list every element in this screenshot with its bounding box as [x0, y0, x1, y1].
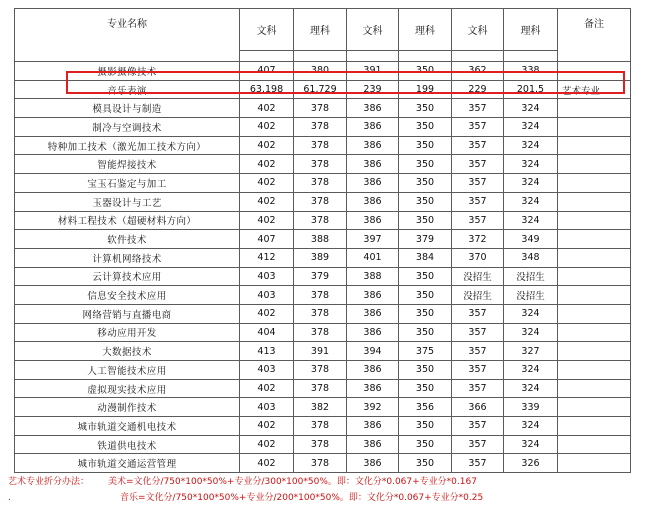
score-cell: 378: [294, 379, 347, 398]
score-cell: 384: [399, 248, 452, 267]
score-cell: 350: [399, 192, 452, 211]
note-cell: [558, 435, 631, 454]
score-cell: 350: [399, 211, 452, 230]
score-cell: 378: [294, 136, 347, 155]
major-name: 城市轨道交通机电技术: [15, 417, 240, 436]
score-cell: 386: [347, 304, 399, 323]
score-cell: 386: [347, 136, 399, 155]
footnote-line-1: [8, 474, 477, 487]
score-cell: 357: [452, 361, 504, 380]
score-cell: 404: [240, 323, 294, 342]
score-cell: 357: [452, 118, 504, 137]
score-cell: 350: [399, 417, 452, 436]
score-cell: 407: [240, 62, 294, 81]
note-cell: [558, 342, 631, 361]
table-row: [15, 211, 631, 230]
score-cell: 324: [504, 155, 558, 174]
score-cell: 339: [504, 398, 558, 417]
score-cell: 378: [294, 174, 347, 193]
major-name: 大数据技术: [15, 342, 240, 361]
table-row: [15, 136, 631, 155]
score-cell: 402: [240, 417, 294, 436]
score-cell: 327: [504, 342, 558, 361]
score-cell: 350: [399, 454, 452, 473]
table-row: [15, 361, 631, 380]
score-cell: 386: [347, 417, 399, 436]
table-row: [15, 267, 631, 286]
note-cell: [558, 155, 631, 174]
note-cell: [558, 62, 631, 81]
score-cell: 407: [240, 230, 294, 249]
score-cell: 379: [399, 230, 452, 249]
footnote-line-2: [8, 490, 483, 503]
table-row: [15, 80, 631, 99]
table-row: [15, 118, 631, 137]
major-name: 信息安全技术应用: [15, 286, 240, 305]
score-cell: 386: [347, 174, 399, 193]
score-cell: 386: [347, 323, 399, 342]
score-cell: 402: [240, 118, 294, 137]
major-name: 人工智能技术应用: [15, 361, 240, 380]
score-cell: 378: [294, 286, 347, 305]
score-cell: 324: [504, 323, 558, 342]
score-cell: 338: [504, 62, 558, 81]
table-row: [15, 248, 631, 267]
score-cell: 391: [294, 342, 347, 361]
note-cell: [558, 136, 631, 155]
note-cell: [558, 99, 631, 118]
header-spacer: [504, 51, 558, 62]
score-cell: 350: [399, 174, 452, 193]
score-cell: 386: [347, 435, 399, 454]
score-cell: 357: [452, 417, 504, 436]
score-cell: 378: [294, 417, 347, 436]
score-cell: 324: [504, 192, 558, 211]
score-cell: 357: [452, 136, 504, 155]
score-cell: 350: [399, 155, 452, 174]
score-cell: 350: [399, 118, 452, 137]
score-cell: 386: [347, 211, 399, 230]
score-cell: 402: [240, 435, 294, 454]
table-row: [15, 435, 631, 454]
header-spacer: [347, 51, 399, 62]
score-cell: 375: [399, 342, 452, 361]
note-cell: [558, 248, 631, 267]
score-cell: 357: [452, 342, 504, 361]
major-name: 城市轨道交通运营管理: [15, 454, 240, 473]
note-cell: [558, 211, 631, 230]
score-cell: 386: [347, 99, 399, 118]
score-cell: 402: [240, 211, 294, 230]
table-row: [15, 379, 631, 398]
score-cell: 324: [504, 99, 558, 118]
score-cell: 379: [294, 267, 347, 286]
score-cell: 397: [347, 230, 399, 249]
score-cell: 没招生: [452, 286, 504, 305]
footnote-formula-art: 美术=文化分/750*100*50%+专业分/300*100*50%。即：文化分*0.067+专业分*0.167: [108, 477, 477, 487]
score-cell: 350: [399, 379, 452, 398]
score-cell: 378: [294, 361, 347, 380]
score-cell: 389: [294, 248, 347, 267]
score-cell: 324: [504, 211, 558, 230]
header-spacer: [240, 51, 294, 62]
score-cell: 378: [294, 323, 347, 342]
col-header-6: 理科: [504, 9, 558, 51]
score-cell: 没招生: [504, 286, 558, 305]
note-cell: 艺术专业: [558, 80, 631, 99]
score-cell: 402: [240, 454, 294, 473]
major-name: 网络营销与直播电商: [15, 304, 240, 323]
score-cell: 403: [240, 267, 294, 286]
score-cell: 239: [347, 80, 399, 99]
table-row: [15, 454, 631, 473]
score-cell: 362: [452, 62, 504, 81]
major-name: 玉器设计与工艺: [15, 192, 240, 211]
table-row: [15, 99, 631, 118]
score-cell: 350: [399, 286, 452, 305]
score-cell: 350: [399, 304, 452, 323]
note-cell: [558, 417, 631, 436]
score-cell: 394: [347, 342, 399, 361]
score-cell: 324: [504, 361, 558, 380]
major-name: 宝玉石鉴定与加工: [15, 174, 240, 193]
note-cell: [558, 379, 631, 398]
score-cell: 326: [504, 454, 558, 473]
score-cell: 380: [294, 62, 347, 81]
score-cell: 没招生: [452, 267, 504, 286]
score-cell: 61.729: [294, 80, 347, 99]
table-row: [15, 174, 631, 193]
note-cell: [558, 267, 631, 286]
score-cell: 401: [347, 248, 399, 267]
score-cell: 没招生: [504, 267, 558, 286]
score-cell: 386: [347, 379, 399, 398]
score-cell: 357: [452, 192, 504, 211]
score-cell: 357: [452, 323, 504, 342]
table-row: [15, 62, 631, 81]
footnote-formula-music: 音乐=文化分/750*100*50%+专业分/200*100*50%。即：文化分*0.067+专业分*0.25: [120, 493, 484, 503]
score-cell: 402: [240, 155, 294, 174]
score-cell: 402: [240, 136, 294, 155]
score-cell: 372: [452, 230, 504, 249]
table-row: [15, 304, 631, 323]
score-cell: 357: [452, 174, 504, 193]
col-header-5: 文科: [452, 9, 504, 51]
score-cell: 357: [452, 99, 504, 118]
major-name: 动漫制作技术: [15, 398, 240, 417]
col-header-3: 文科: [347, 9, 399, 51]
score-cell: 350: [399, 435, 452, 454]
score-cell: 324: [504, 379, 558, 398]
table-body: [15, 62, 631, 473]
header-spacer: [399, 51, 452, 62]
score-cell: 392: [347, 398, 399, 417]
major-name: 制冷与空调技术: [15, 118, 240, 137]
score-cell: 201.5: [504, 80, 558, 99]
note-cell: [558, 454, 631, 473]
score-cell: 402: [240, 192, 294, 211]
score-cell: 378: [294, 192, 347, 211]
score-cell: 378: [294, 454, 347, 473]
score-cell: 357: [452, 304, 504, 323]
score-cell: 229: [452, 80, 504, 99]
footnote-dot: .: [8, 493, 11, 503]
score-cell: 402: [240, 174, 294, 193]
major-name: 计算机网络技术: [15, 248, 240, 267]
score-cell: 388: [347, 267, 399, 286]
score-cell: 357: [452, 155, 504, 174]
score-cell: 378: [294, 155, 347, 174]
score-cell: 350: [399, 267, 452, 286]
score-cell: 324: [504, 174, 558, 193]
note-cell: [558, 398, 631, 417]
col-header-1: 文科: [240, 9, 294, 51]
table-row: [15, 417, 631, 436]
note-cell: [558, 323, 631, 342]
note-cell: [558, 304, 631, 323]
score-cell: 324: [504, 118, 558, 137]
score-cell: 386: [347, 286, 399, 305]
header-spacer: [452, 51, 504, 62]
table-row: [15, 286, 631, 305]
major-name: 音乐表演: [15, 80, 240, 99]
score-cell: 199: [399, 80, 452, 99]
score-cell: 370: [452, 248, 504, 267]
score-cell: 350: [399, 62, 452, 81]
score-cell: 324: [504, 435, 558, 454]
major-name: 材料工程技术（超硬材料方向）: [15, 211, 240, 230]
major-name: 模具设计与制造: [15, 99, 240, 118]
score-cell: 382: [294, 398, 347, 417]
major-name: 铁道供电技术: [15, 435, 240, 454]
score-cell: 402: [240, 304, 294, 323]
score-cell: 412: [240, 248, 294, 267]
score-cell: 402: [240, 379, 294, 398]
score-table: [14, 8, 631, 473]
note-cell: [558, 192, 631, 211]
score-cell: 388: [294, 230, 347, 249]
table-row: [15, 342, 631, 361]
score-cell: 366: [452, 398, 504, 417]
score-cell: 413: [240, 342, 294, 361]
major-name: 智能焊接技术: [15, 155, 240, 174]
score-cell: 378: [294, 211, 347, 230]
score-cell: 63.198: [240, 80, 294, 99]
score-cell: 356: [399, 398, 452, 417]
major-name: 移动应用开发: [15, 323, 240, 342]
score-cell: 386: [347, 118, 399, 137]
score-cell: 403: [240, 398, 294, 417]
major-name: 虚拟现实技术应用: [15, 379, 240, 398]
score-cell: 357: [452, 379, 504, 398]
score-cell: 386: [347, 155, 399, 174]
note-cell: [558, 230, 631, 249]
note-cell: [558, 286, 631, 305]
score-cell: 349: [504, 230, 558, 249]
table-row: [15, 398, 631, 417]
note-header: 备注: [558, 9, 631, 62]
major-header: 专业名称: [15, 9, 240, 62]
score-cell: 402: [240, 99, 294, 118]
major-name: 软件技术: [15, 230, 240, 249]
score-cell: 324: [504, 136, 558, 155]
score-cell: 357: [452, 211, 504, 230]
note-cell: [558, 118, 631, 137]
score-cell: 378: [294, 118, 347, 137]
table-row: [15, 192, 631, 211]
col-header-4: 理科: [399, 9, 452, 51]
footnote-label: 艺术专业折分办法：: [8, 477, 90, 487]
score-cell: 350: [399, 361, 452, 380]
score-cell: 403: [240, 361, 294, 380]
score-cell: 378: [294, 435, 347, 454]
score-cell: 348: [504, 248, 558, 267]
table-row: [15, 230, 631, 249]
header-spacer: [294, 51, 347, 62]
score-cell: 403: [240, 286, 294, 305]
score-cell: 324: [504, 304, 558, 323]
score-cell: 391: [347, 62, 399, 81]
score-cell: 378: [294, 99, 347, 118]
score-cell: 350: [399, 136, 452, 155]
major-name: 特种加工技术（激光加工技术方向）: [15, 136, 240, 155]
score-cell: 324: [504, 417, 558, 436]
score-cell: 357: [452, 454, 504, 473]
table-row: [15, 155, 631, 174]
note-cell: [558, 361, 631, 380]
major-name: 云计算技术应用: [15, 267, 240, 286]
score-cell: 386: [347, 454, 399, 473]
score-cell: 386: [347, 192, 399, 211]
score-cell: 386: [347, 361, 399, 380]
col-header-2: 理科: [294, 9, 347, 51]
score-cell: 357: [452, 435, 504, 454]
score-cell: 350: [399, 99, 452, 118]
score-cell: 378: [294, 304, 347, 323]
major-name: 摄影摄像技术: [15, 62, 240, 81]
note-cell: [558, 174, 631, 193]
table-row: [15, 323, 631, 342]
score-cell: 350: [399, 323, 452, 342]
